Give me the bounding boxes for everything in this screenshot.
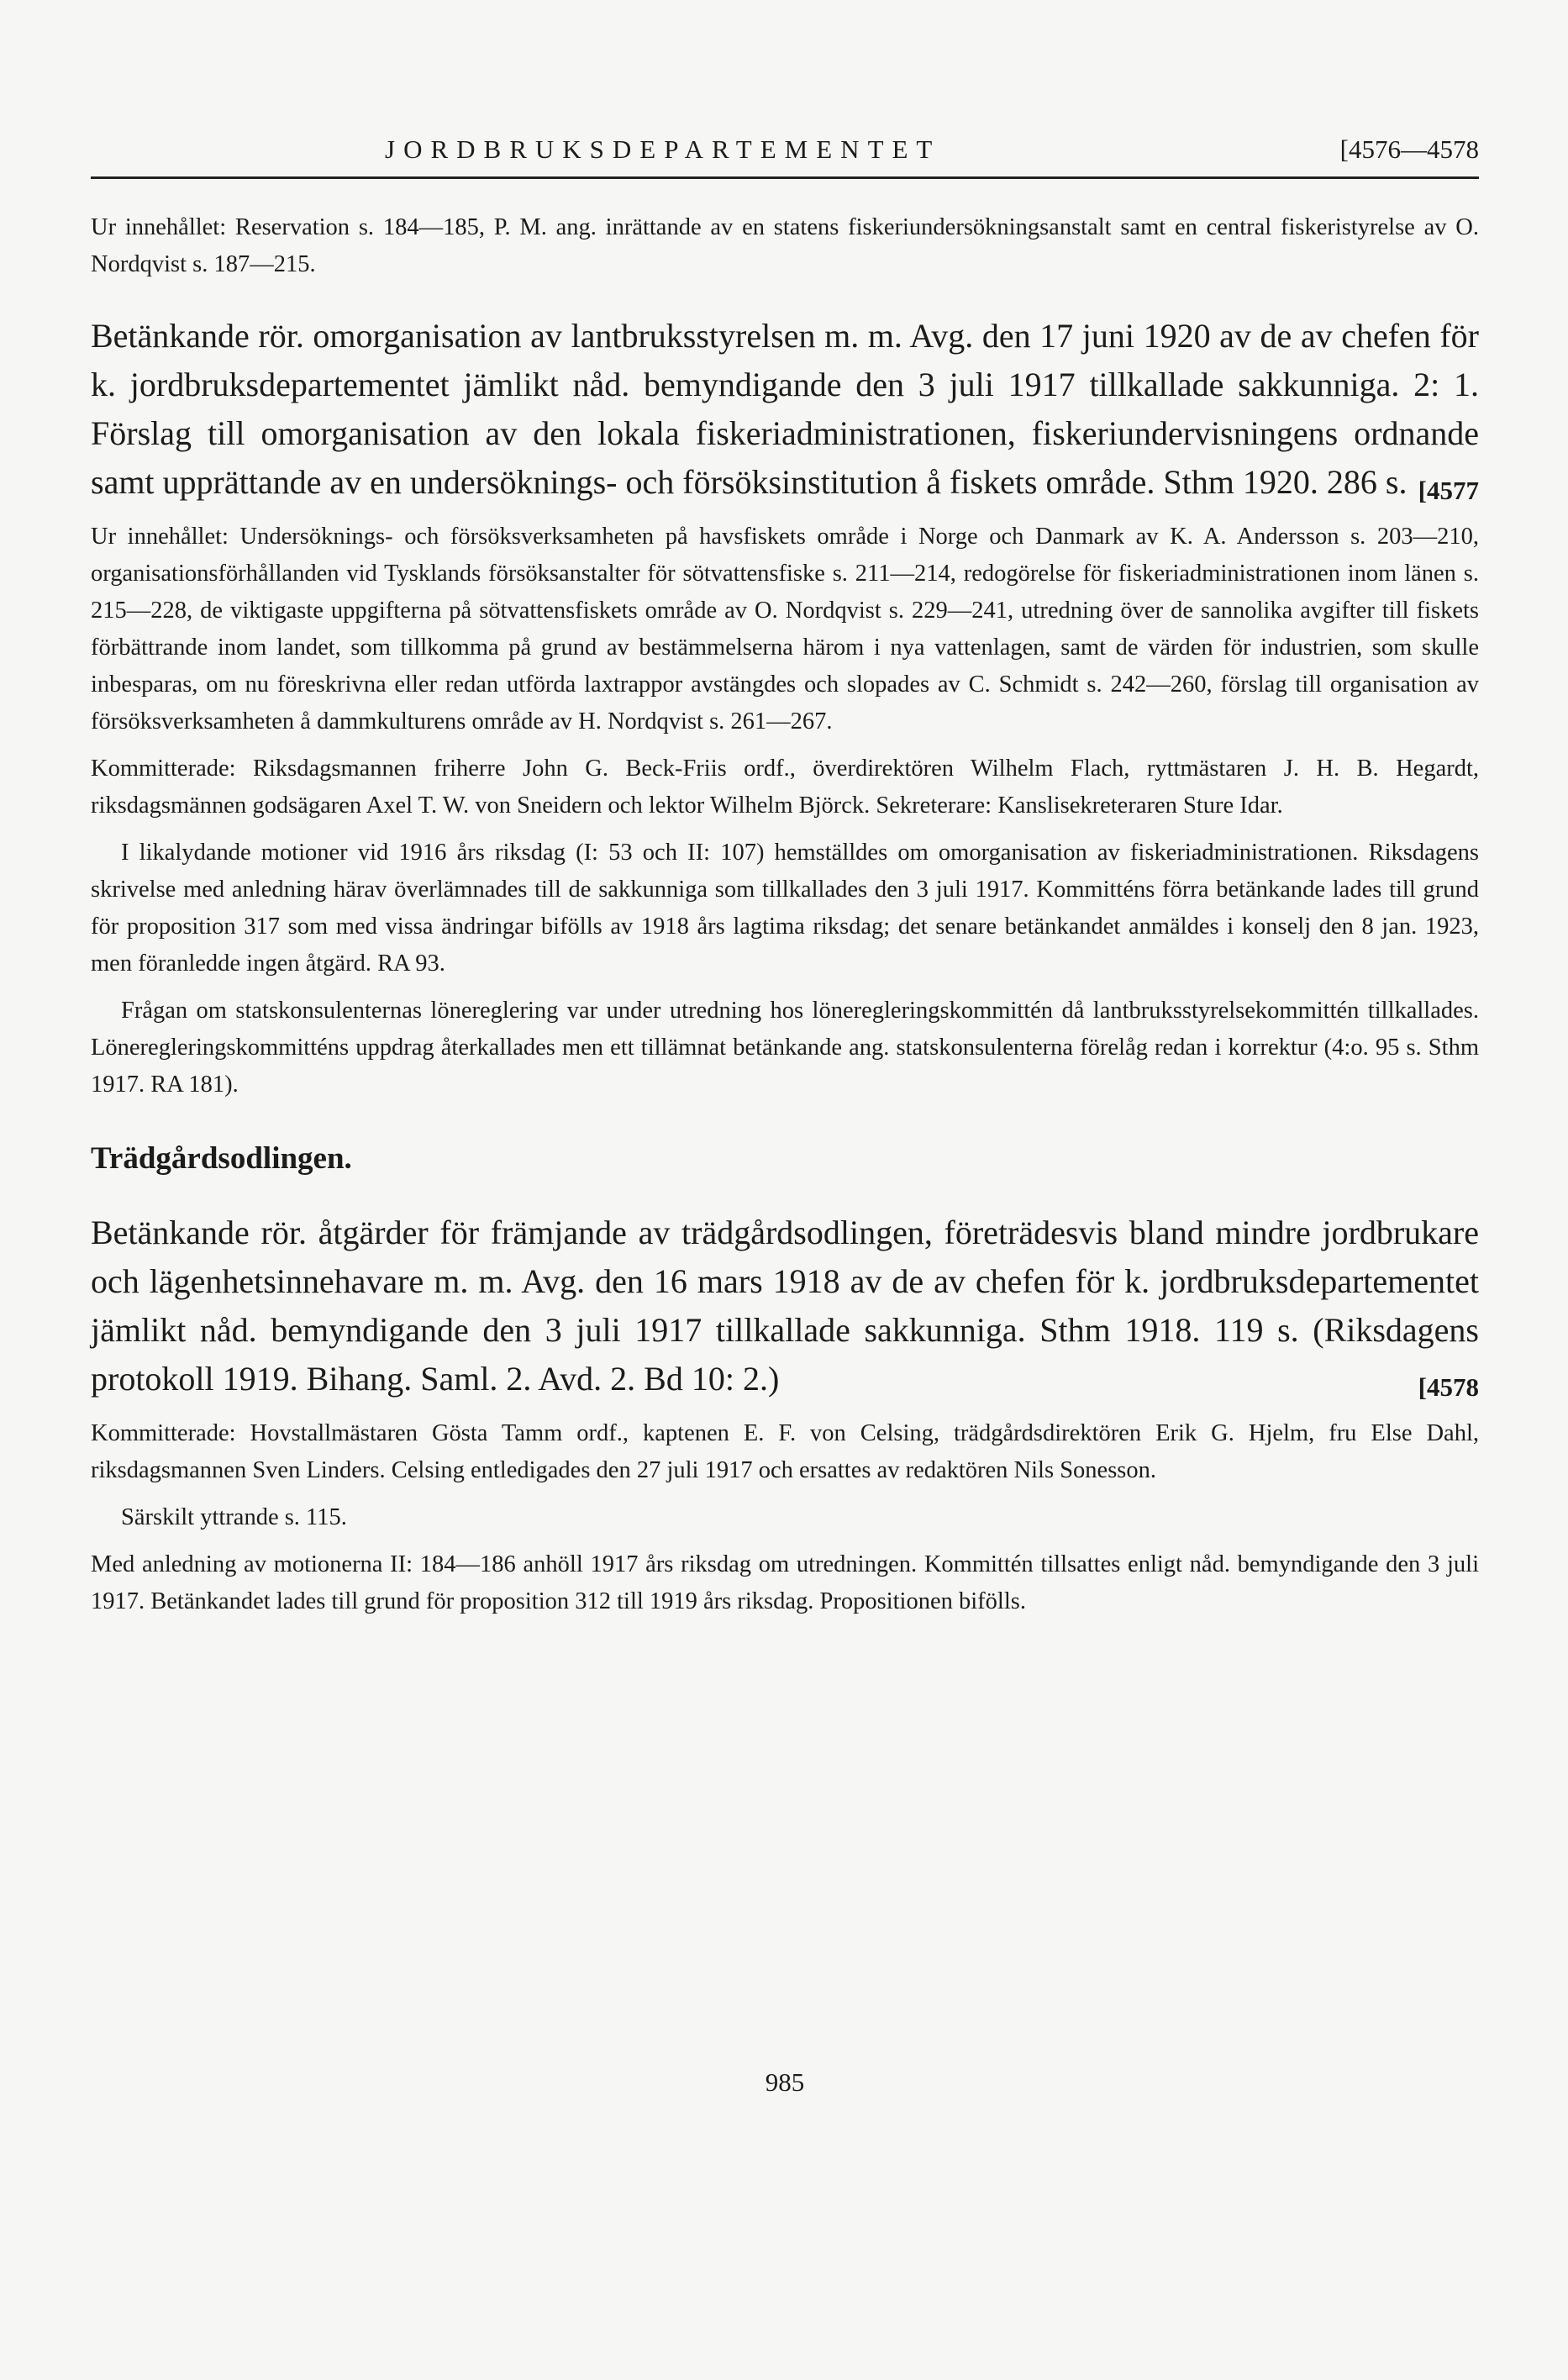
document-page	[91, 134, 1479, 2097]
salary-note-4577: Frågan om statskonsulenternas lönereglering var under utredning hos löneregleringskommittén då lantbruksstyrelsekommittén tillkallades. Löneregleringskommitténs uppdrag återkallades men ett tillämnat betänkande ang. statskonsulenterna förelåg redan i korrektur (4:o. 95 s. Sthm 1917. RA 181).	[91, 998, 1479, 1098]
entry-range: [4576—4578	[1339, 134, 1479, 164]
section-heading: Trädgårdsodlingen.	[91, 1141, 352, 1176]
report-entry-4577	[91, 312, 1479, 507]
report-text-4578: Betänkande rör. åtgärder för främjande av trädgårdsodlingen, företrädesvis bland mindre jordbrukare och lägenhetsinnehavare m. m. Avg. den 16 mars 1918 av de av chefen för k. jordbruksdepartementet jämlikt nåd. bemyndigande den 3 juli 1917 tillkallade sakkunniga. Sthm 1918. 119 s. (Riksdagens protokoll 1919. Bihang. Saml. 2. Avd. 2. Bd 10: 2.)	[91, 1214, 1479, 1398]
entry-number-4578: [4578	[1418, 1372, 1479, 1402]
contents-note-4576: Ur innehållet: Reservation s. 184—185, P. M. ang. inrättande av en statens fiskeriundersökningsanstalt samt en central fiskeristyrelse av O. Nordqvist s. 187—215.	[91, 214, 1479, 277]
report-entry-4578	[91, 1208, 1479, 1403]
committee-members-4578: Kommitterade: Hovstallmästaren Gösta Tamm ordf., kaptenen E. F. von Celsing, trädgårdsdirektören Erik G. Hjelm, fru Else Dahl, riksdagsmannen Sven Linders. Celsing entledigades den 27 juli 1917 och ersattes av redaktören Nils Sonesson.	[91, 1420, 1479, 1483]
page-number: 985	[765, 2067, 805, 2097]
committee-members-4577: Kommitterade: Riksdagsmannen friherre John G. Beck-Friis ordf., överdirektören Wilhelm Flach, ryttmästaren J. H. B. Hegardt, riksdagsmännen godsägaren Axel T. W. von Sneidern och lektor Wilhelm Björck. Sekreterare: Kanslisekreteraren Sture Idar.	[91, 756, 1479, 819]
running-header	[91, 134, 1479, 179]
contents-note-4577: Ur innehållet: Undersöknings- och försöksverksamheten på havsfiskets område i Norge och Danmark av K. A. Andersson s. 203—210, organisationsförhållanden vid Tysklands försöksanstalter för sötvattensfiske s. 211—214, redogörelse för fiskeriadministrationen inom länen s. 215—228, de viktigaste uppgifterna på sötvattensfiskets område av O. Nordqvist s. 229—241, utredning över de sannolika avgifter till fiskets förbättrande inom landet, som tillkomma på grund av bestämmelserna härom i nya vattenlagen, samt de värden för industrien, som skulle inbesparas, om nu föreskrivna eller redan utförda laxtrappor avstängdes och slopades av C. Schmidt s. 242—260, förslag till organisation av försöksverksamheten å dammkulturens område av H. Nordqvist s. 261—267.	[91, 524, 1479, 735]
department-title: JORDBRUKSDEPARTEMENTET	[385, 134, 941, 164]
entry-number-4577: [4577	[1418, 476, 1479, 505]
separate-statement-4578: Särskilt yttrande s. 115.	[121, 1504, 347, 1530]
motion-history-4578: Med anledning av motionerna II: 184—186 anhöll 1917 års riksdag om utredningen. Kommittén tillsattes enligt nåd. bemyndigande den 3 juli 1917. Betänkandet lades till grund för proposition 312 till 1919 års riksdag. Propositionen bifölls.	[91, 1551, 1479, 1614]
motion-history-4577: I likalydande motioner vid 1916 års riksdag (I: 53 och II: 107) hemställdes om omorganisation av fiskeriadministrationen. Riksdagens skrivelse med anledning härav överlämnades till de sakkunniga som tillkallades den 3 juli 1917. Kommitténs förra betänkande lades till grund för proposition 317 som med vissa ändringar bifölls av 1918 års lagtima riksdag; det senare betänkandet anmäldes i konselj den 8 jan. 1923, men föranledde ingen åtgärd. RA 93.	[91, 840, 1479, 977]
report-text-4577: Betänkande rör. omorganisation av lantbruksstyrelsen m. m. Avg. den 17 juni 1920 av de av chefen för k. jordbruksdepartementet jämlikt nåd. bemyndigande den 3 juli 1917 tillkallade sakkunniga. 2: 1. Förslag till omorganisation av den lokala fiskeriadministrationen, fiskeriundervisningens ordnande samt upprättande av en undersöknings- och försöksinstitution å fiskets område. Sthm 1920. 286 s.	[91, 317, 1479, 501]
